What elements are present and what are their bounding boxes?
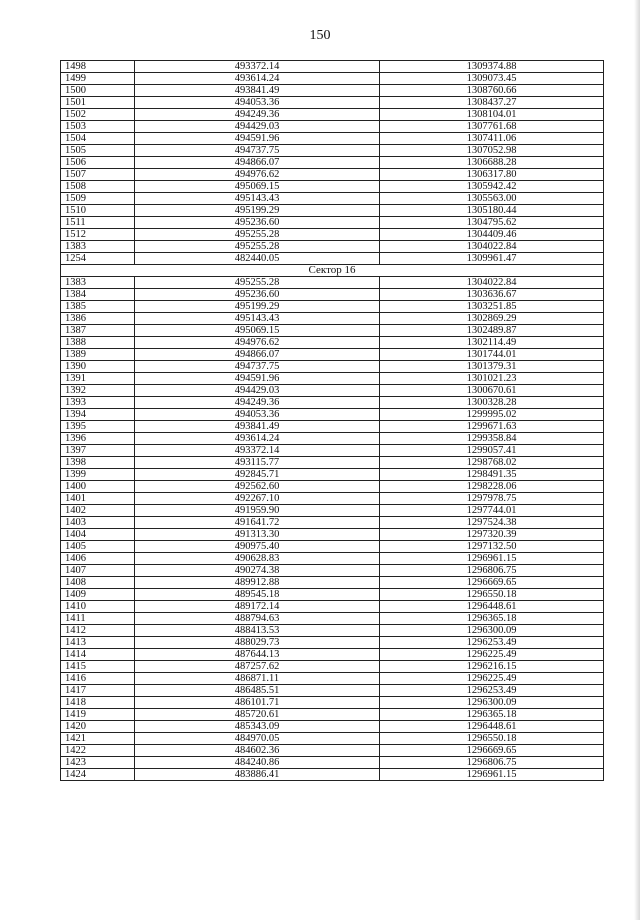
y-coordinate-cell: 1302869.29 <box>380 313 604 325</box>
x-coordinate-cell: 493614.24 <box>135 433 380 445</box>
y-coordinate-cell: 1296448.61 <box>380 721 604 733</box>
y-coordinate-cell: 1296365.18 <box>380 709 604 721</box>
table-row <box>61 193 604 205</box>
table-row <box>61 421 604 433</box>
table-row <box>61 601 604 613</box>
point-number-cell: 1504 <box>61 133 135 145</box>
scan-edge-shadow <box>634 0 640 920</box>
x-coordinate-cell: 494249.36 <box>135 109 380 121</box>
x-coordinate-cell: 495236.60 <box>135 289 380 301</box>
y-coordinate-cell: 1299057.41 <box>380 445 604 457</box>
x-coordinate-cell: 494429.03 <box>135 121 380 133</box>
table-row <box>61 541 604 553</box>
table-row <box>61 181 604 193</box>
x-coordinate-cell: 495143.43 <box>135 193 380 205</box>
point-number-cell: 1503 <box>61 121 135 133</box>
x-coordinate-cell: 490274.38 <box>135 565 380 577</box>
table-row <box>61 289 604 301</box>
table-row <box>61 697 604 709</box>
x-coordinate-cell: 493841.49 <box>135 421 380 433</box>
y-coordinate-cell: 1301744.01 <box>380 349 604 361</box>
table-row <box>61 301 604 313</box>
point-number-cell: 1392 <box>61 385 135 397</box>
point-number-cell: 1393 <box>61 397 135 409</box>
point-number-cell: 1383 <box>61 277 135 289</box>
x-coordinate-cell: 493372.14 <box>135 445 380 457</box>
y-coordinate-cell: 1301021.23 <box>380 373 604 385</box>
x-coordinate-cell: 488413.53 <box>135 625 380 637</box>
point-number-cell: 1413 <box>61 637 135 649</box>
table-row <box>61 493 604 505</box>
table-row <box>61 709 604 721</box>
y-coordinate-cell: 1296448.61 <box>380 601 604 613</box>
point-number-cell: 1396 <box>61 433 135 445</box>
x-coordinate-cell: 494591.96 <box>135 133 380 145</box>
x-coordinate-cell: 495199.29 <box>135 205 380 217</box>
x-coordinate-cell: 490628.83 <box>135 553 380 565</box>
x-coordinate-cell: 489172.14 <box>135 601 380 613</box>
table-row <box>61 589 604 601</box>
x-coordinate-cell: 492845.71 <box>135 469 380 481</box>
y-coordinate-cell: 1308760.66 <box>380 85 604 97</box>
table-row <box>61 361 604 373</box>
y-coordinate-cell: 1296225.49 <box>380 673 604 685</box>
page-number: 150 <box>309 28 331 43</box>
y-coordinate-cell: 1296300.09 <box>380 625 604 637</box>
x-coordinate-cell: 493115.77 <box>135 457 380 469</box>
table-row <box>61 373 604 385</box>
x-coordinate-cell: 485343.09 <box>135 721 380 733</box>
point-number-cell: 1500 <box>61 85 135 97</box>
point-number-cell: 1402 <box>61 505 135 517</box>
x-coordinate-cell: 491959.90 <box>135 505 380 517</box>
table-row <box>61 61 604 73</box>
table-row <box>61 529 604 541</box>
x-coordinate-cell: 493841.49 <box>135 85 380 97</box>
x-coordinate-cell: 488029.73 <box>135 637 380 649</box>
point-number-cell: 1510 <box>61 205 135 217</box>
table-row <box>61 481 604 493</box>
point-number-cell: 1385 <box>61 301 135 313</box>
point-number-cell: 1383 <box>61 241 135 253</box>
point-number-cell: 1509 <box>61 193 135 205</box>
table-row <box>61 769 604 781</box>
point-number-cell: 1423 <box>61 757 135 769</box>
point-number-cell: 1417 <box>61 685 135 697</box>
point-number-cell: 1424 <box>61 769 135 781</box>
table-row <box>61 661 604 673</box>
x-coordinate-cell: 485720.61 <box>135 709 380 721</box>
y-coordinate-cell: 1296806.75 <box>380 565 604 577</box>
table-row <box>61 121 604 133</box>
y-coordinate-cell: 1304022.84 <box>380 241 604 253</box>
x-coordinate-cell: 489545.18 <box>135 589 380 601</box>
point-number-cell: 1414 <box>61 649 135 661</box>
table-row <box>61 745 604 757</box>
x-coordinate-cell: 495199.29 <box>135 301 380 313</box>
point-number-cell: 1419 <box>61 709 135 721</box>
sector-label: Сектор 16 <box>61 265 604 277</box>
x-coordinate-cell: 486871.11 <box>135 673 380 685</box>
y-coordinate-cell: 1303251.85 <box>380 301 604 313</box>
y-coordinate-cell: 1302114.49 <box>380 337 604 349</box>
point-number-cell: 1403 <box>61 517 135 529</box>
y-coordinate-cell: 1308437.27 <box>380 97 604 109</box>
y-coordinate-cell: 1309374.88 <box>380 61 604 73</box>
x-coordinate-cell: 494053.36 <box>135 409 380 421</box>
x-coordinate-cell: 484240.86 <box>135 757 380 769</box>
table-row <box>61 685 604 697</box>
y-coordinate-cell: 1296253.49 <box>380 637 604 649</box>
x-coordinate-cell: 495255.28 <box>135 229 380 241</box>
x-coordinate-cell: 494866.07 <box>135 349 380 361</box>
point-number-cell: 1404 <box>61 529 135 541</box>
y-coordinate-cell: 1296669.65 <box>380 745 604 757</box>
table-row <box>61 505 604 517</box>
table-row <box>61 313 604 325</box>
point-number-cell: 1409 <box>61 589 135 601</box>
y-coordinate-cell: 1306317.80 <box>380 169 604 181</box>
y-coordinate-cell: 1307052.98 <box>380 145 604 157</box>
point-number-cell: 1499 <box>61 73 135 85</box>
table-row <box>61 133 604 145</box>
table-row <box>61 673 604 685</box>
y-coordinate-cell: 1296253.49 <box>380 685 604 697</box>
y-coordinate-cell: 1299358.84 <box>380 433 604 445</box>
y-coordinate-cell: 1307411.06 <box>380 133 604 145</box>
x-coordinate-cell: 493614.24 <box>135 73 380 85</box>
point-number-cell: 1498 <box>61 61 135 73</box>
table-row <box>61 433 604 445</box>
y-coordinate-cell: 1308104.01 <box>380 109 604 121</box>
x-coordinate-cell: 483886.41 <box>135 769 380 781</box>
table-row <box>61 565 604 577</box>
y-coordinate-cell: 1309073.45 <box>380 73 604 85</box>
table-row <box>61 337 604 349</box>
x-coordinate-cell: 494976.62 <box>135 337 380 349</box>
table-row <box>61 385 604 397</box>
y-coordinate-cell: 1296225.49 <box>380 649 604 661</box>
y-coordinate-cell: 1307761.68 <box>380 121 604 133</box>
y-coordinate-cell: 1300328.28 <box>380 397 604 409</box>
point-number-cell: 1395 <box>61 421 135 433</box>
y-coordinate-cell: 1297524.38 <box>380 517 604 529</box>
point-number-cell: 1384 <box>61 289 135 301</box>
y-coordinate-cell: 1296961.15 <box>380 553 604 565</box>
x-coordinate-cell: 495255.28 <box>135 241 380 253</box>
table-row <box>61 85 604 97</box>
y-coordinate-cell: 1300670.61 <box>380 385 604 397</box>
point-number-cell: 1407 <box>61 565 135 577</box>
table-row <box>61 517 604 529</box>
point-number-cell: 1408 <box>61 577 135 589</box>
y-coordinate-cell: 1304795.62 <box>380 217 604 229</box>
table-row <box>61 397 604 409</box>
y-coordinate-cell: 1298228.06 <box>380 481 604 493</box>
table-row <box>61 637 604 649</box>
y-coordinate-cell: 1296961.15 <box>380 769 604 781</box>
point-number-cell: 1400 <box>61 481 135 493</box>
x-coordinate-cell: 495255.28 <box>135 277 380 289</box>
point-number-cell: 1398 <box>61 457 135 469</box>
table-row <box>61 577 604 589</box>
point-number-cell: 1512 <box>61 229 135 241</box>
point-number-cell: 1406 <box>61 553 135 565</box>
table-row <box>61 241 604 253</box>
y-coordinate-cell: 1305942.42 <box>380 181 604 193</box>
point-number-cell: 1397 <box>61 445 135 457</box>
table-row <box>61 649 604 661</box>
x-coordinate-cell: 494737.75 <box>135 145 380 157</box>
x-coordinate-cell: 495069.15 <box>135 325 380 337</box>
x-coordinate-cell: 487644.13 <box>135 649 380 661</box>
y-coordinate-cell: 1297744.01 <box>380 505 604 517</box>
x-coordinate-cell: 494737.75 <box>135 361 380 373</box>
point-number-cell: 1501 <box>61 97 135 109</box>
table-row <box>61 757 604 769</box>
y-coordinate-cell: 1301379.31 <box>380 361 604 373</box>
x-coordinate-cell: 494053.36 <box>135 97 380 109</box>
table-row <box>61 97 604 109</box>
x-coordinate-cell: 494429.03 <box>135 385 380 397</box>
table-row <box>61 73 604 85</box>
x-coordinate-cell: 484970.05 <box>135 733 380 745</box>
point-number-cell: 1391 <box>61 373 135 385</box>
y-coordinate-cell: 1296216.15 <box>380 661 604 673</box>
point-number-cell: 1394 <box>61 409 135 421</box>
point-number-cell: 1421 <box>61 733 135 745</box>
table-row <box>61 157 604 169</box>
y-coordinate-cell: 1296806.75 <box>380 757 604 769</box>
y-coordinate-cell: 1302489.87 <box>380 325 604 337</box>
point-number-cell: 1388 <box>61 337 135 349</box>
table-row <box>61 445 604 457</box>
table-row <box>61 349 604 361</box>
point-number-cell: 1405 <box>61 541 135 553</box>
y-coordinate-cell: 1296300.09 <box>380 697 604 709</box>
point-number-cell: 1390 <box>61 361 135 373</box>
table-row <box>61 469 604 481</box>
point-number-cell: 1386 <box>61 313 135 325</box>
x-coordinate-cell: 495069.15 <box>135 181 380 193</box>
x-coordinate-cell: 491641.72 <box>135 517 380 529</box>
point-number-cell: 1420 <box>61 721 135 733</box>
table-row <box>61 625 604 637</box>
table-row <box>61 145 604 157</box>
y-coordinate-cell: 1296550.18 <box>380 733 604 745</box>
table-row <box>61 733 604 745</box>
point-number-cell: 1412 <box>61 625 135 637</box>
x-coordinate-cell: 495143.43 <box>135 313 380 325</box>
point-number-cell: 1389 <box>61 349 135 361</box>
x-coordinate-cell: 495236.60 <box>135 217 380 229</box>
point-number-cell: 1401 <box>61 493 135 505</box>
x-coordinate-cell: 489912.88 <box>135 577 380 589</box>
x-coordinate-cell: 494591.96 <box>135 373 380 385</box>
y-coordinate-cell: 1305180.44 <box>380 205 604 217</box>
point-number-cell: 1505 <box>61 145 135 157</box>
point-number-cell: 1506 <box>61 157 135 169</box>
point-number-cell: 1422 <box>61 745 135 757</box>
point-number-cell: 1387 <box>61 325 135 337</box>
x-coordinate-cell: 488794.63 <box>135 613 380 625</box>
y-coordinate-cell: 1297978.75 <box>380 493 604 505</box>
y-coordinate-cell: 1296550.18 <box>380 589 604 601</box>
y-coordinate-cell: 1305563.00 <box>380 193 604 205</box>
coordinates-table <box>60 60 604 781</box>
x-coordinate-cell: 493372.14 <box>135 61 380 73</box>
point-number-cell: 1502 <box>61 109 135 121</box>
y-coordinate-cell: 1297320.39 <box>380 529 604 541</box>
table-row <box>61 457 604 469</box>
x-coordinate-cell: 494976.62 <box>135 169 380 181</box>
x-coordinate-cell: 494249.36 <box>135 397 380 409</box>
x-coordinate-cell: 482440.05 <box>135 253 380 265</box>
table-row <box>61 109 604 121</box>
table-row <box>61 229 604 241</box>
point-number-cell: 1410 <box>61 601 135 613</box>
y-coordinate-cell: 1298768.02 <box>380 457 604 469</box>
point-number-cell: 1415 <box>61 661 135 673</box>
table-row <box>61 721 604 733</box>
coordinates-table-body <box>61 61 604 781</box>
point-number-cell: 1508 <box>61 181 135 193</box>
table-row <box>61 217 604 229</box>
point-number-cell: 1411 <box>61 613 135 625</box>
point-number-cell: 1399 <box>61 469 135 481</box>
table-row <box>61 553 604 565</box>
table-row <box>61 409 604 421</box>
point-number-cell: 1418 <box>61 697 135 709</box>
x-coordinate-cell: 492267.10 <box>135 493 380 505</box>
y-coordinate-cell: 1296365.18 <box>380 613 604 625</box>
x-coordinate-cell: 487257.62 <box>135 661 380 673</box>
point-number-cell: 1416 <box>61 673 135 685</box>
x-coordinate-cell: 492562.60 <box>135 481 380 493</box>
y-coordinate-cell: 1303636.67 <box>380 289 604 301</box>
table-row <box>61 253 604 265</box>
y-coordinate-cell: 1304022.84 <box>380 277 604 289</box>
table-row <box>61 613 604 625</box>
x-coordinate-cell: 486485.51 <box>135 685 380 697</box>
point-number-cell: 1507 <box>61 169 135 181</box>
table-row <box>61 169 604 181</box>
y-coordinate-cell: 1298491.35 <box>380 469 604 481</box>
point-number-cell: 1511 <box>61 217 135 229</box>
x-coordinate-cell: 494866.07 <box>135 157 380 169</box>
y-coordinate-cell: 1306688.28 <box>380 157 604 169</box>
y-coordinate-cell: 1299995.02 <box>380 409 604 421</box>
y-coordinate-cell: 1309961.47 <box>380 253 604 265</box>
table-row <box>61 325 604 337</box>
x-coordinate-cell: 486101.71 <box>135 697 380 709</box>
table-row <box>61 277 604 289</box>
x-coordinate-cell: 490975.40 <box>135 541 380 553</box>
x-coordinate-cell: 484602.36 <box>135 745 380 757</box>
sector-header-row <box>61 265 604 277</box>
point-number-cell: 1254 <box>61 253 135 265</box>
y-coordinate-cell: 1296669.65 <box>380 577 604 589</box>
y-coordinate-cell: 1297132.50 <box>380 541 604 553</box>
y-coordinate-cell: 1304409.46 <box>380 229 604 241</box>
y-coordinate-cell: 1299671.63 <box>380 421 604 433</box>
x-coordinate-cell: 491313.30 <box>135 529 380 541</box>
table-row <box>61 205 604 217</box>
